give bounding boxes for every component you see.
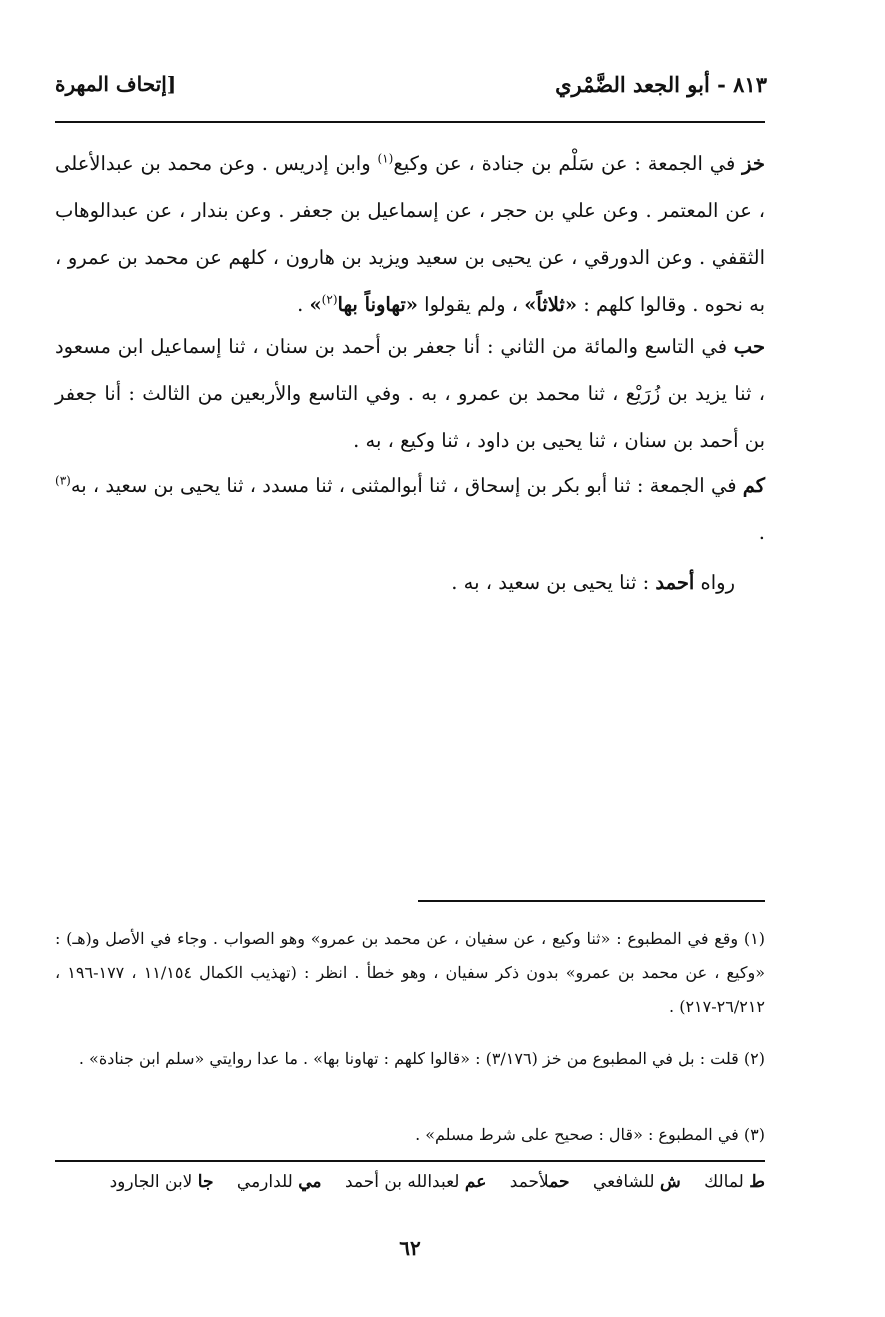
footnote-3: (٣) في المطبوع : «قال : صحيح على شرط مسلم» . xyxy=(415,1125,765,1144)
paragraph-text: : ثنا يحيى بن سعيد ، به . xyxy=(451,571,656,594)
legend-item: مي للدارمي xyxy=(236,1172,322,1192)
legend-rule xyxy=(55,1160,765,1162)
book-title: [إتحاف المهرة xyxy=(55,72,177,96)
footnote-rule xyxy=(418,900,765,902)
paragraph-ahmad xyxy=(451,559,735,606)
source-code-km: كم xyxy=(742,474,765,497)
legend-item: عم لعبدالله بن أحمد xyxy=(344,1172,487,1192)
footnote-ref-2: (٢) xyxy=(321,292,338,307)
header-rule xyxy=(55,121,765,123)
source-code-khz: خز xyxy=(742,152,765,175)
page-number: ٦٢ xyxy=(399,1236,421,1260)
paragraph-km xyxy=(55,462,765,556)
entry-title: ٨١٣ - أبو الجعد الضَّمْري xyxy=(555,72,767,97)
footnote-1: (١) وقع في المطبوع : «ثنا وكيع ، عن سفيان ، عن محمد بن عمرو» وهو الصواب . وجاء في الأصل و(هـ) : «وكيع ، عن محمد بن عمرو» بدون ذكر سفيان ، وهو خطأ . انظر : (تهذيب الكمال ١١/١٥٤ ، ١٧٧-١٩٦ ، ٢٦/٢١٢-٢١٧) . xyxy=(55,929,766,1016)
legend-item: ش للشافعي xyxy=(592,1172,681,1192)
paragraph-hb xyxy=(55,323,765,464)
quote-close: » xyxy=(309,293,322,316)
name-ahmad: أحمد xyxy=(655,571,695,594)
source-code-hb: حب xyxy=(733,335,765,358)
paragraph-text: في الجمعة : عن سَلْم بن جنادة ، عن وكيع xyxy=(393,152,743,175)
paragraph-khz xyxy=(55,140,765,328)
quote-thalathan: «ثلاثاً» xyxy=(524,293,578,316)
legend-item: حملأحمد xyxy=(509,1172,570,1192)
footnote-2: (٢) قلت : بل في المطبوع من خز (٣/١٧٦) : «قالوا كلهم : تهاونا بها» . ما عدا روايتي «سلم ابن جنادة» . xyxy=(78,1049,765,1068)
footnote-ref-1: (١) xyxy=(377,151,394,166)
paragraph-text: في التاسع والمائة من الثاني : أنا جعفر بن أحمد بن سنان ، ثنا إسماعيل ابن مسعود ، ثنا يزيد بن زُرَيْع ، ثنا محمد بن عمرو ، به . وفي التاسع والأربعين من الثالث : أنا جعفر بن أحمد بن سنان ، ثنا يحيى بن داود ، ثنا وكيع ، به . xyxy=(55,335,765,452)
abbreviation-legend xyxy=(92,1172,765,1192)
legend-item: جا لابن الجارود xyxy=(109,1172,214,1192)
paragraph-text: . xyxy=(297,293,310,316)
legend-item: ط لمالك xyxy=(704,1172,765,1192)
paragraph-text: وابن إدريس . وعن محمد بن عبدالأعلى ، عن المعتمر . وعن علي بن حجر ، عن إسماعيل بن جعفر . وعن بندار ، عن عبدالوهاب الثقفي . وعن الدورقي ، عن يحيى بن سعيد ويزيد بن هارون ، كلهم عن محمد بن عمرو ، به نحوه . وقالوا كلهم : xyxy=(55,152,765,316)
quote-tahawunan: «تهاوناً بها xyxy=(337,293,418,316)
paragraph-text: في الجمعة : ثنا أبو بكر بن إسحاق ، ثنا أبوالمثنى ، ثنا مسدد ، ثنا يحيى بن سعيد ، به xyxy=(70,474,743,497)
paragraph-text: . xyxy=(758,521,765,544)
footnote-ref-3: (٣) xyxy=(55,473,71,488)
paragraph-text: ، ولم يقولوا xyxy=(417,293,525,316)
paragraph-text: رواه xyxy=(694,571,735,594)
